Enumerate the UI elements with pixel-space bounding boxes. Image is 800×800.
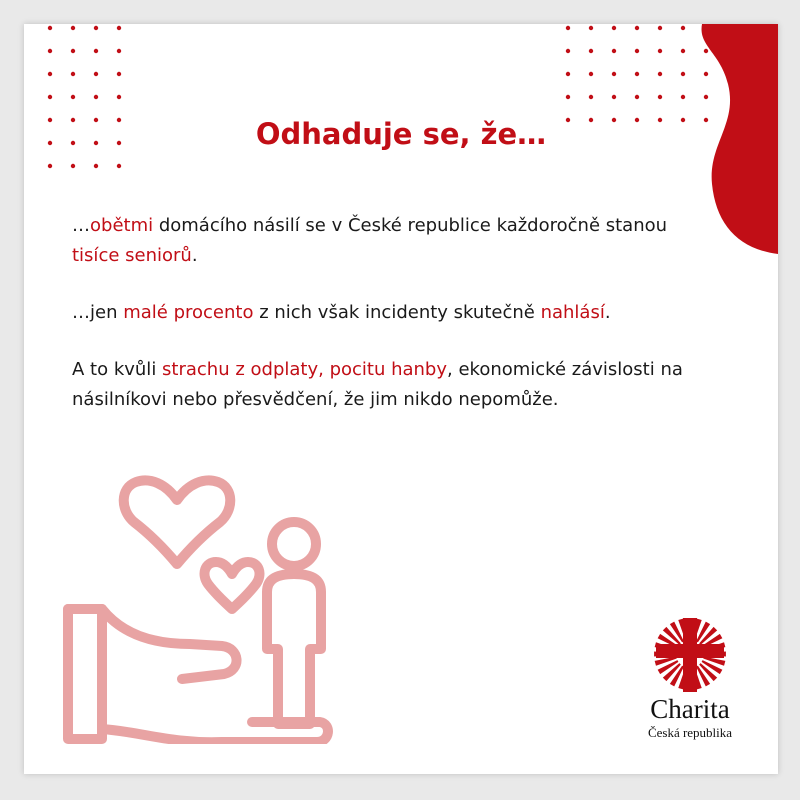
dot-pattern-left (46, 24, 156, 194)
paragraph-victims (72, 211, 712, 271)
decorative-dot (566, 49, 570, 53)
decorative-dot (117, 49, 121, 53)
text: domácího násilí se v České republice každoročně stanou (153, 215, 668, 236)
decorative-dot (94, 164, 98, 168)
decorative-dot (94, 49, 98, 53)
highlight-text: tisíce seniorů (72, 245, 192, 266)
paragraph-reporting (72, 298, 712, 328)
decorative-dot (612, 72, 616, 76)
decorative-dot (635, 72, 639, 76)
decorative-dot (658, 49, 662, 53)
decorative-dot (94, 72, 98, 76)
highlight-text: obětmi (90, 215, 154, 236)
logo-name: Charita (650, 694, 730, 724)
decorative-dot (94, 95, 98, 99)
text: …jen (72, 302, 124, 323)
decorative-dot (658, 72, 662, 76)
decorative-dot (71, 72, 75, 76)
logo-subtitle: Česká republika (647, 725, 733, 740)
decorative-dot (71, 164, 75, 168)
text: . (191, 245, 198, 266)
decorative-dot (117, 26, 121, 30)
decorative-dot (681, 72, 685, 76)
decorative-dot (681, 49, 685, 53)
decorative-dot (681, 95, 685, 99)
decorative-dot (635, 26, 639, 30)
decorative-dot (71, 49, 75, 53)
decorative-dot (117, 164, 121, 168)
decorative-dot (612, 26, 616, 30)
decorative-dot (589, 49, 593, 53)
decorative-dot (589, 72, 593, 76)
decorative-dot (658, 26, 662, 30)
decorative-dot (566, 72, 570, 76)
decorative-dot (71, 26, 75, 30)
decorative-dot (635, 49, 639, 53)
decorative-dot (48, 72, 52, 76)
decorative-dot (566, 26, 570, 30)
text: z nich však incidenty skutečně (253, 302, 541, 323)
decorative-dot (94, 26, 98, 30)
decorative-dot (71, 95, 75, 99)
highlight-text: malé procento (123, 302, 254, 323)
paragraph-reasons (72, 355, 712, 415)
decorative-dot (681, 26, 685, 30)
text: . (604, 302, 611, 323)
decorative-dot (635, 95, 639, 99)
charita-cross-logo (620, 614, 760, 694)
decorative-dot (48, 49, 52, 53)
decorative-dot (612, 95, 616, 99)
decorative-dot (612, 49, 616, 53)
highlight-text: strachu z odplaty, pocitu hanby (162, 359, 448, 380)
page-title: Odhaduje se, že… (255, 117, 547, 151)
decorative-dot (48, 26, 52, 30)
decorative-dot (117, 72, 121, 76)
decorative-dot (589, 26, 593, 30)
text: … (72, 215, 90, 236)
text: , ekonomické závislosti na násilníkovi nebo přesvědčení, že jim nikdo nepomůže. (72, 359, 683, 410)
decorative-dot (117, 95, 121, 99)
text: A to kvůli (72, 359, 163, 380)
hands-with-hearts-and-person-icon (62, 474, 362, 744)
highlight-text: nahlásí (540, 302, 605, 323)
decorative-dot (48, 95, 52, 99)
charita-logo (620, 614, 760, 744)
post-card (24, 24, 778, 774)
decorative-dot (658, 95, 662, 99)
decorative-dot (566, 95, 570, 99)
decorative-dot (589, 95, 593, 99)
decorative-dot (48, 164, 52, 168)
